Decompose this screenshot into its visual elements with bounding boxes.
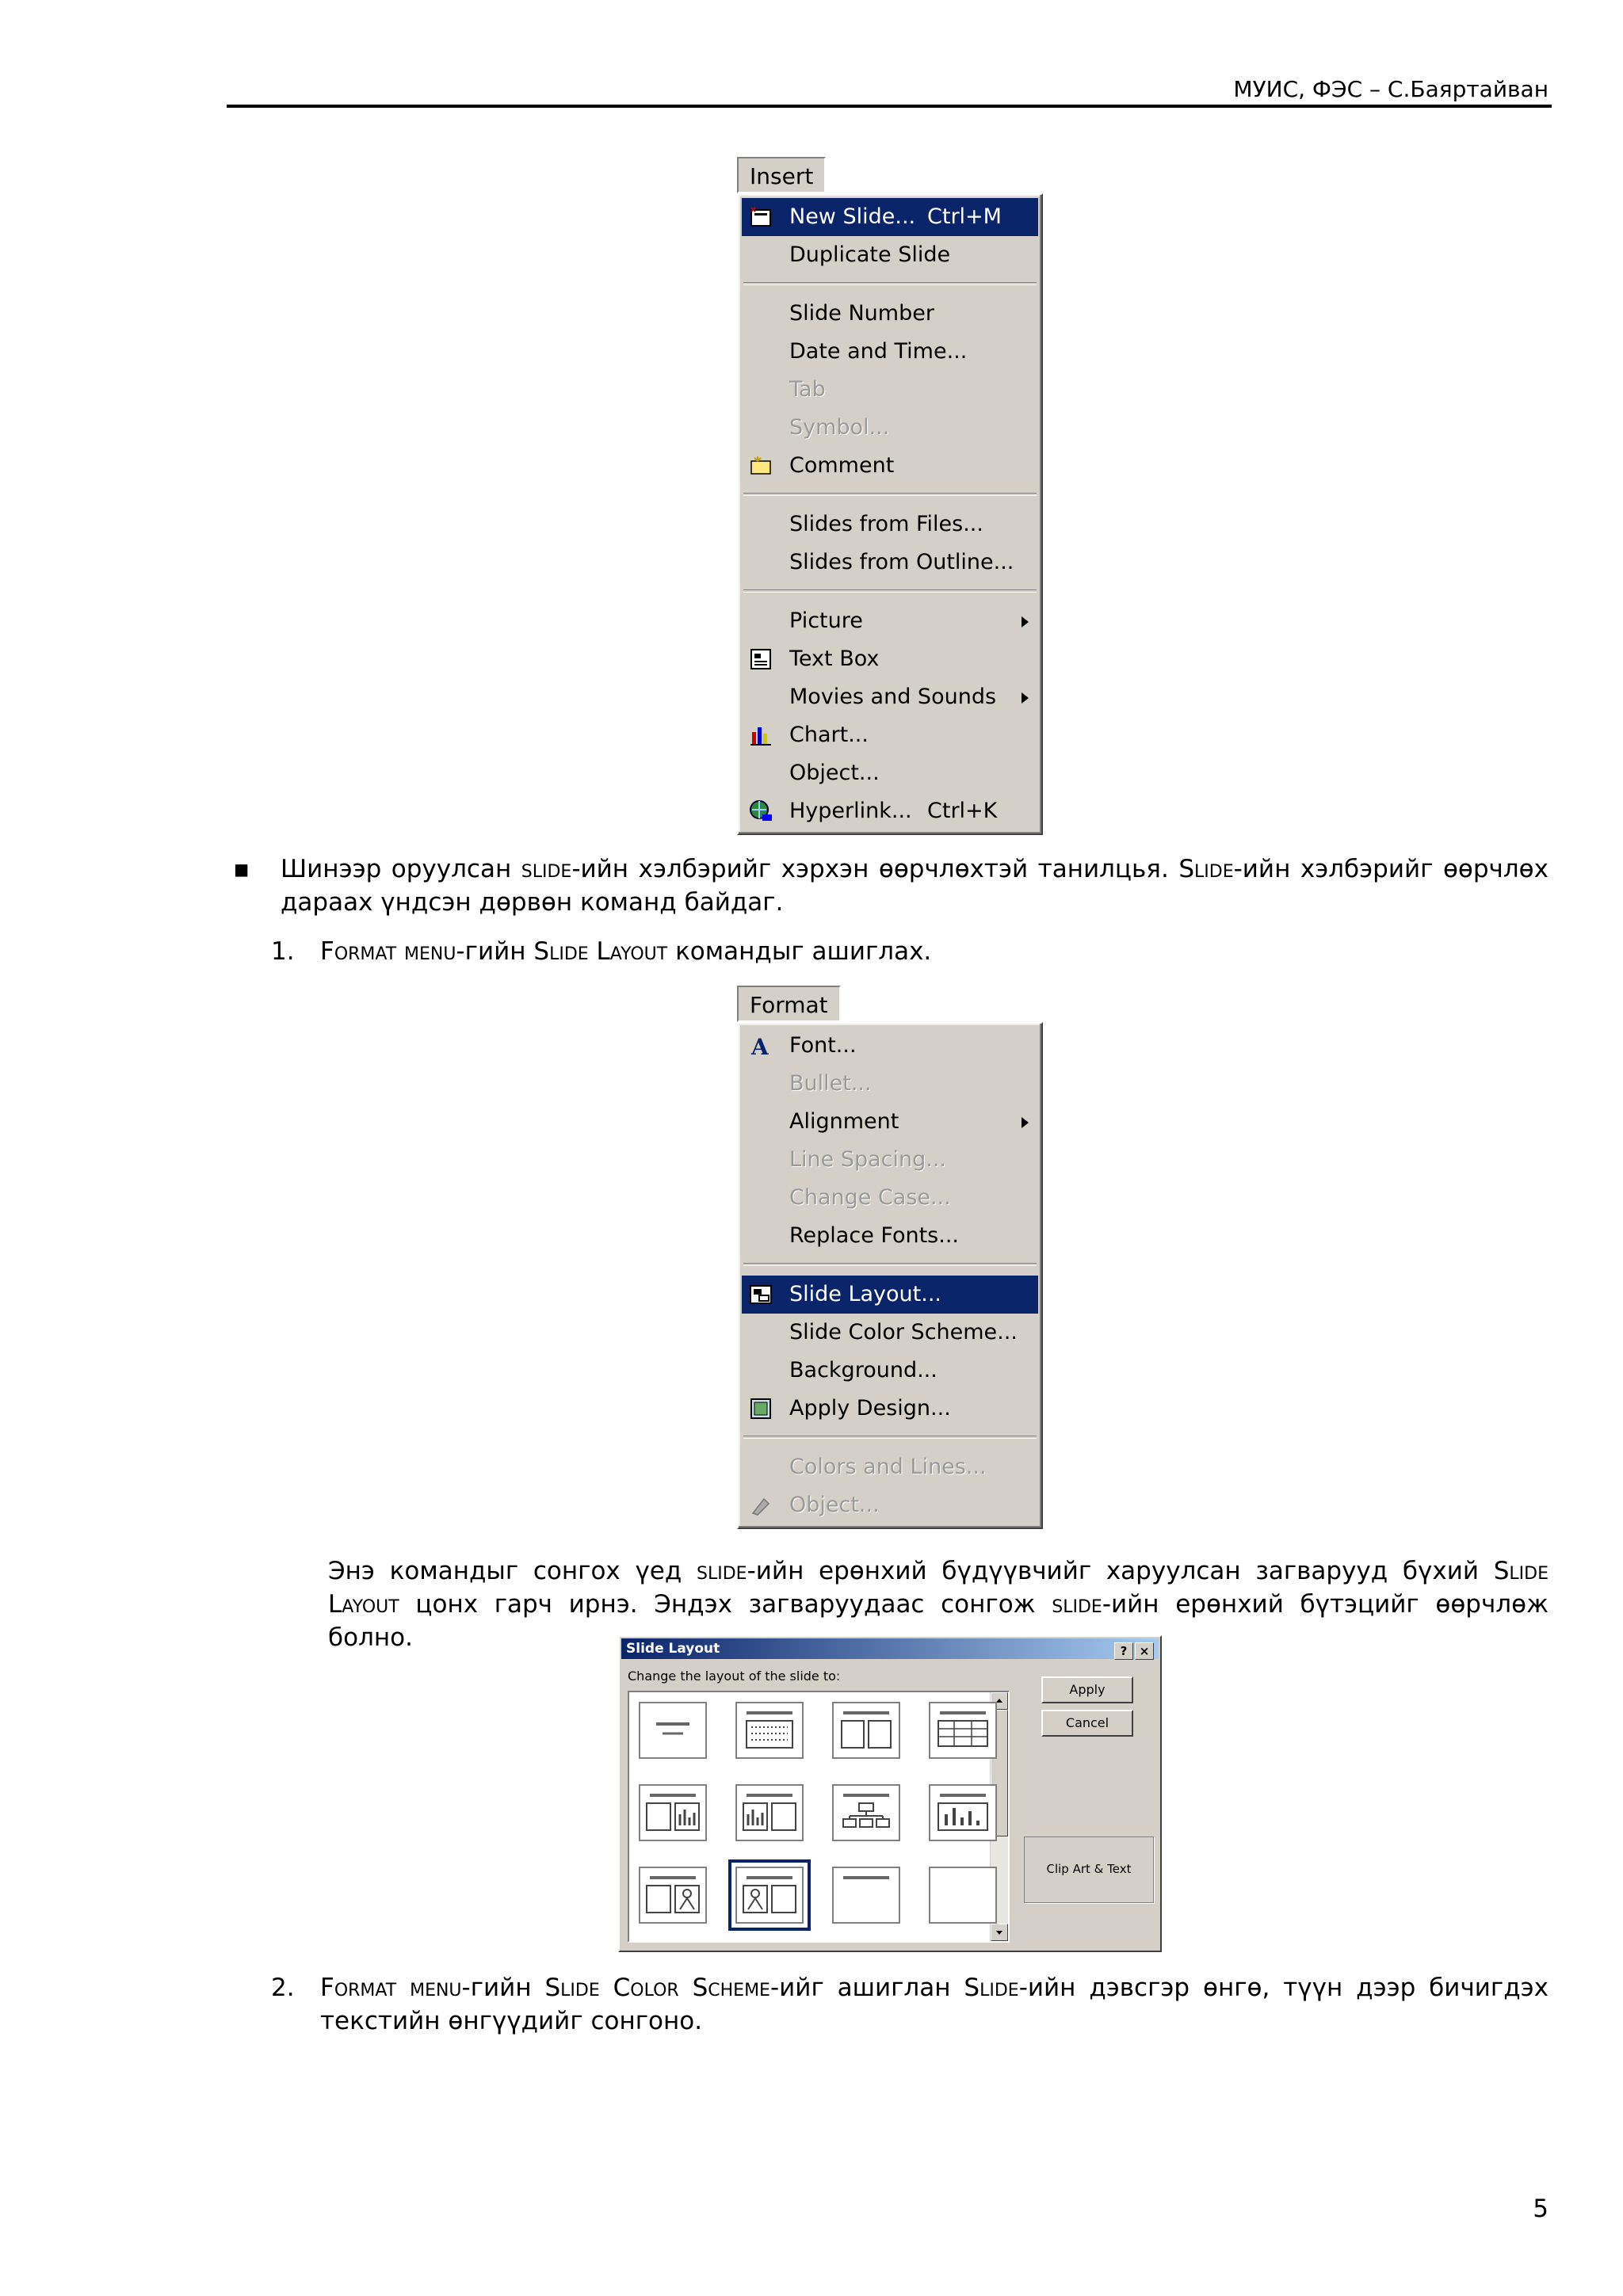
submenu-arrow-icon	[1022, 616, 1029, 627]
step-1-number: 1.	[271, 937, 295, 966]
menu-item-label: New Slide...	[789, 204, 916, 229]
menu-item-label: Slide Number	[789, 301, 934, 326]
format-item-font[interactable]	[742, 1027, 1038, 1065]
insert-menu-title[interactable]: Insert	[737, 157, 826, 193]
menu-item-label: Background...	[789, 1358, 938, 1383]
layout-thumb-chart-and-text[interactable]	[735, 1784, 804, 1841]
submenu-arrow-icon	[1022, 692, 1029, 704]
cancel-button[interactable]: Cancel	[1041, 1710, 1133, 1737]
layout-thumb-title-only[interactable]	[832, 1867, 900, 1924]
menu-separator	[743, 1263, 1037, 1266]
menu-item-shortcut: Ctrl+K	[927, 799, 998, 823]
layout-thumb-organization-chart[interactable]	[832, 1784, 900, 1841]
format-item-slide-color-scheme[interactable]	[742, 1314, 1038, 1352]
insert-item-movies-and-sounds[interactable]	[742, 678, 1038, 716]
menu-separator	[743, 282, 1037, 285]
insert-item-slides-from-outline[interactable]	[742, 543, 1038, 582]
menu-item-label: Slide Color Scheme...	[789, 1320, 1018, 1344]
format-menu	[737, 986, 1043, 1529]
menu-item-label: Replace Fonts...	[789, 1223, 959, 1248]
object-format-icon	[748, 1493, 773, 1518]
menu-item-label: Movies and Sounds	[789, 685, 997, 709]
comment-icon	[748, 453, 773, 479]
header-author: МУИС, ФЭС – С.Баяртайван	[1233, 76, 1549, 102]
bullet-paragraph: Шинээр оруулсан slide-ийн хэлбэрийг хэрхэн өөрчлөхтэй танилцья. Slide-ийн хэлбэрийг өөрчлөх дараах үндсэн дөрвөн команд байдаг.	[281, 855, 1549, 917]
insert-item-symbol	[742, 409, 1038, 447]
layout-prompt-label: Change the layout of the slide to:	[628, 1669, 841, 1684]
step-1-text: Format menu-гийн Slide Layout командыг ашиглах.	[320, 937, 932, 966]
format-item-bullet	[742, 1065, 1038, 1103]
layout-thumb-two-column-text[interactable]	[832, 1702, 900, 1759]
dialog-title-bar	[621, 1638, 1159, 1659]
hyperlink-globe-icon	[748, 799, 773, 824]
menu-item-label: Comment	[789, 453, 895, 478]
menu-item-label: Line Spacing...	[789, 1147, 947, 1172]
menu-item-label: Chart...	[789, 723, 869, 747]
menu-item-shortcut: Ctrl+M	[927, 204, 1002, 229]
menu-item-label: Picture	[789, 608, 863, 633]
header-rule	[227, 105, 1552, 108]
apply-button[interactable]: Apply	[1041, 1676, 1133, 1703]
close-button[interactable]: ×	[1135, 1642, 1154, 1660]
insert-item-picture[interactable]	[742, 602, 1038, 640]
insert-item-duplicate-slide[interactable]	[742, 236, 1038, 274]
insert-item-new-slide[interactable]	[742, 198, 1038, 236]
menu-item-label: Change Case...	[789, 1185, 951, 1210]
format-item-apply-design[interactable]	[742, 1390, 1038, 1428]
dialog-title: Slide Layout	[626, 1641, 720, 1657]
step-2-text: Format menu-гийн Slide Color Scheme-ийг ашиглан Slide-ийн дэвсгэр өнгө, түүн дээр бичигдэх текстийн өнгүүдийг сонгоно.	[320, 1974, 1549, 2035]
menu-item-label: Hyperlink...	[789, 799, 912, 823]
menu-item-label: Apply Design...	[789, 1396, 951, 1421]
menu-item-label: Tab	[789, 377, 826, 402]
scroll-down-button[interactable]	[991, 1924, 1008, 1941]
help-button[interactable]: ?	[1114, 1642, 1133, 1660]
new-slide-icon	[748, 204, 773, 230]
layout-thumb-chart[interactable]	[929, 1784, 997, 1841]
insert-item-hyperlink[interactable]	[742, 792, 1038, 830]
layout-thumb-text-and-clip-art[interactable]	[639, 1867, 707, 1924]
bullet-marker: ▪	[233, 855, 250, 883]
layout-thumb-blank[interactable]	[929, 1867, 997, 1924]
text-box-icon	[748, 646, 773, 672]
menu-item-label: Alignment	[789, 1109, 899, 1134]
svg-text:A: A	[751, 1034, 769, 1058]
format-item-background[interactable]	[742, 1352, 1038, 1390]
apply-design-icon	[748, 1396, 773, 1421]
insert-menu	[737, 157, 1043, 835]
page-number: 5	[1533, 2195, 1549, 2223]
insert-item-text-box[interactable]	[742, 640, 1038, 678]
insert-item-date-and-time[interactable]	[742, 333, 1038, 371]
menu-separator	[743, 493, 1037, 496]
menu-item-label: Font...	[789, 1033, 857, 1058]
format-menu-dropdown	[737, 1022, 1043, 1529]
menu-item-label: Object...	[789, 761, 880, 785]
layout-thumb-title-slide[interactable]	[639, 1702, 707, 1759]
menu-item-label: Bullet...	[789, 1071, 872, 1096]
menu-separator	[743, 589, 1037, 593]
slide-layout-dialog	[618, 1635, 1162, 1952]
insert-item-slide-number[interactable]	[742, 295, 1038, 333]
insert-item-chart[interactable]	[742, 716, 1038, 754]
chart-icon	[748, 723, 773, 748]
slide-layout-icon	[748, 1282, 773, 1307]
layout-thumb-clip-art-and-text[interactable]	[735, 1867, 804, 1924]
layout-thumb-text-and-chart[interactable]	[639, 1784, 707, 1841]
menu-separator	[743, 1436, 1037, 1439]
format-item-alignment[interactable]	[742, 1103, 1038, 1141]
layout-description: Энэ командыг сонгох үед slide-ийн ерөнхий бүдүүвчийг харуулсан загварууд бүхий Slide Layout цонх гарч ирнэ. Эндэх загваруудаас сонгож slide-ийн ерөнхий бүтэцийг өөрчлөж болно.	[328, 1557, 1549, 1652]
insert-menu-dropdown	[737, 193, 1043, 835]
layout-preview-caption: Clip Art & Text	[1024, 1836, 1154, 1903]
format-item-colors-and-lines	[742, 1448, 1038, 1486]
font-a-icon	[748, 1033, 773, 1058]
format-item-change-case	[742, 1179, 1038, 1217]
menu-item-label: Slide Layout...	[789, 1282, 942, 1306]
menu-item-label: Object...	[789, 1493, 880, 1517]
insert-item-slides-from-files[interactable]	[742, 505, 1038, 543]
insert-item-tab	[742, 371, 1038, 409]
format-menu-title[interactable]: Format	[737, 986, 841, 1022]
menu-item-label: Symbol...	[789, 415, 890, 440]
menu-item-label: Date and Time...	[789, 339, 968, 364]
submenu-arrow-icon	[1022, 1117, 1029, 1128]
menu-item-label: Colors and Lines...	[789, 1455, 987, 1479]
format-item-replace-fonts[interactable]	[742, 1217, 1038, 1255]
insert-item-object[interactable]	[742, 754, 1038, 792]
menu-item-label: Slides from Outline...	[789, 550, 1014, 574]
step-2-number: 2.	[271, 1974, 295, 2002]
layout-thumb-bulleted-list[interactable]	[735, 1702, 804, 1759]
format-item-slide-layout[interactable]	[742, 1276, 1038, 1314]
format-item-object	[742, 1486, 1038, 1524]
menu-item-label: Text Box	[789, 646, 880, 671]
menu-item-label: Slides from Files...	[789, 512, 983, 536]
layout-gallery	[628, 1691, 1010, 1943]
layout-thumb-table[interactable]	[929, 1702, 997, 1759]
format-item-line-spacing	[742, 1141, 1038, 1179]
menu-item-label: Duplicate Slide	[789, 242, 951, 267]
down-arrow-icon	[991, 1924, 1007, 1940]
insert-item-comment[interactable]	[742, 447, 1038, 485]
